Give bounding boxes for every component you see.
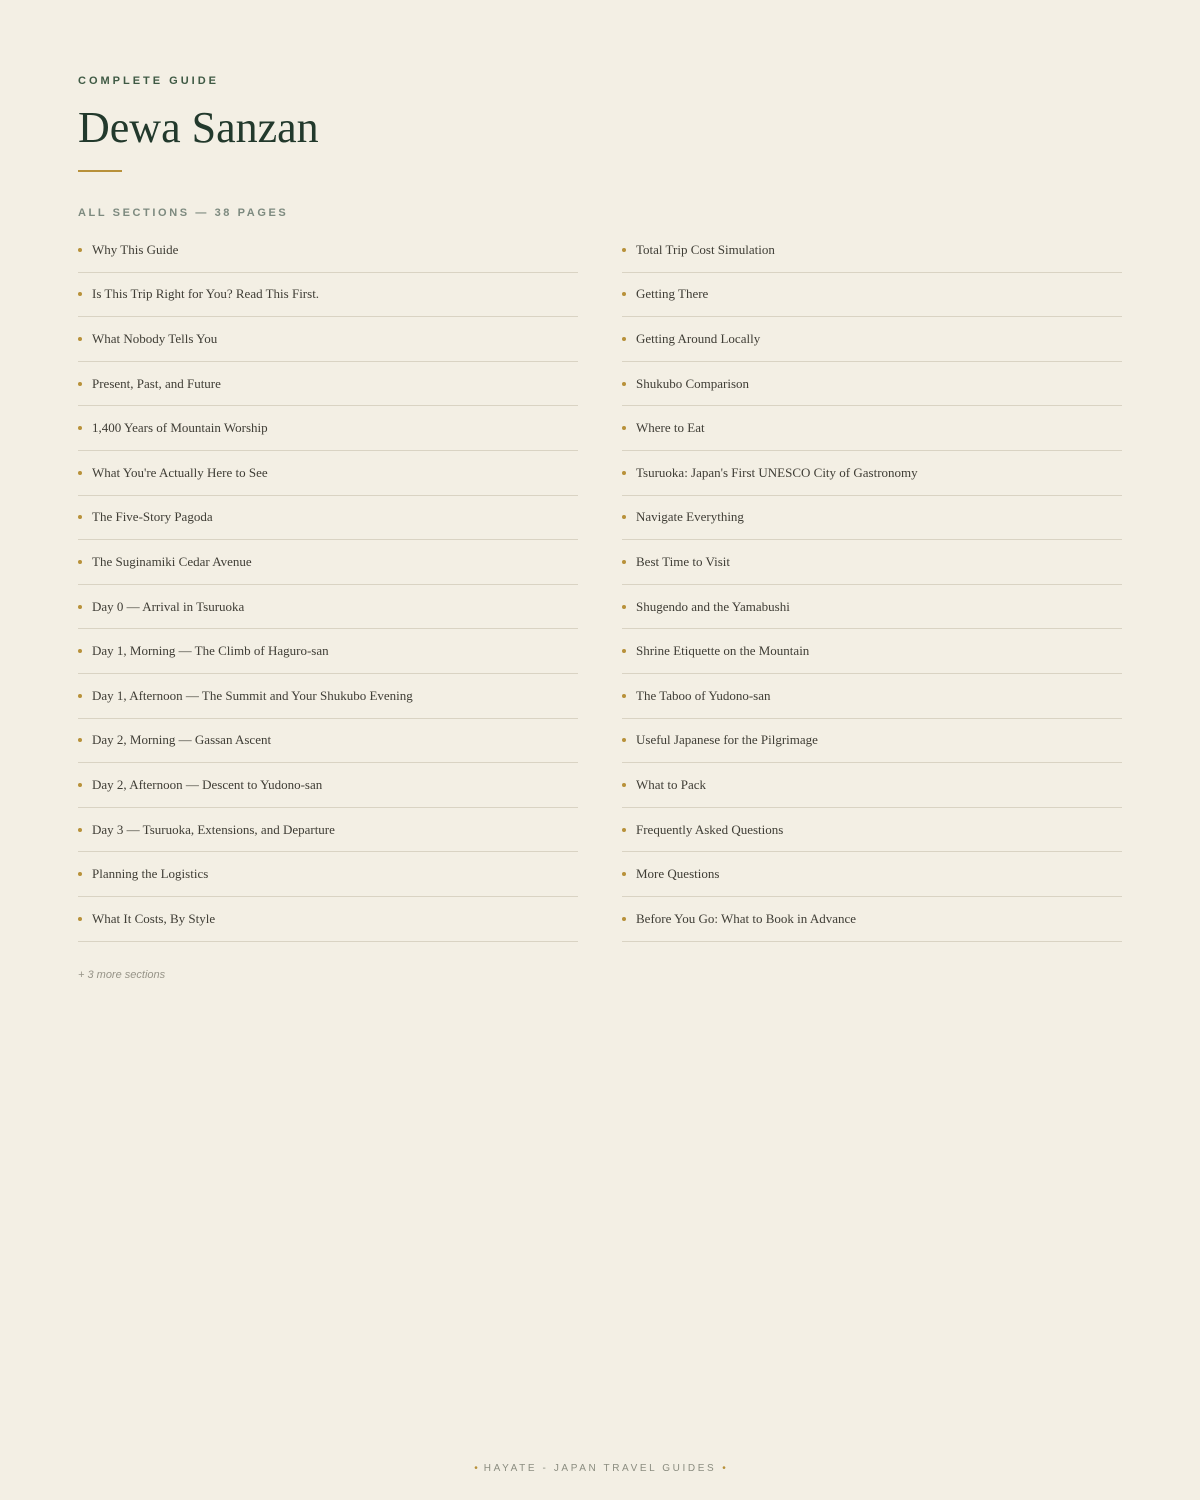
section-item[interactable] [78,496,578,541]
footer-dot-icon: • [474,1463,478,1474]
section-item[interactable] [78,629,578,674]
section-item-label: What You're Actually Here to See [92,464,268,480]
bullet-icon [78,917,82,921]
bullet-icon [622,694,626,698]
bullet-icon [78,828,82,832]
bullet-icon [622,426,626,430]
section-item-label: Day 1, Morning — The Climb of Haguro-san [92,643,329,659]
section-item[interactable] [622,629,1122,674]
bullet-icon [622,515,626,519]
section-item[interactable] [622,719,1122,764]
section-item-label: Present, Past, and Future [92,375,221,391]
section-item-label: The Taboo of Yudono-san [636,687,771,703]
section-item-label: Frequently Asked Questions [636,821,784,837]
section-item-label: The Suginamiki Cedar Avenue [92,553,252,569]
section-item-label: Day 1, Afternoon — The Summit and Your Shukubo Evening [92,687,413,703]
section-item-label: Navigate Everything [636,509,744,525]
guide-eyebrow: COMPLETE GUIDE [78,75,220,87]
bullet-icon [78,694,82,698]
section-item-label: Shugendo and the Yamabushi [636,598,790,614]
section-item-label: What Nobody Tells You [92,330,218,346]
bullet-icon [622,471,626,475]
bullet-icon [78,560,82,564]
section-item[interactable] [78,719,578,764]
section-item-label: Planning the Logistics [92,866,209,882]
bullet-icon [622,828,626,832]
section-item-label: Tsuruoka: Japan's First UNESCO City of Gastronomy [636,464,918,480]
bullet-icon [78,738,82,742]
section-item[interactable] [622,496,1122,541]
section-item[interactable] [622,228,1122,273]
section-item[interactable] [78,406,578,451]
section-item-label: Shukubo Comparison [636,375,750,391]
section-item[interactable] [622,852,1122,897]
section-item-label: Day 2, Afternoon — Descent to Yudono-san [92,776,323,792]
page-footer [0,1463,1200,1474]
section-item[interactable] [622,585,1122,630]
sections-count-label: ALL SECTIONS — 38 PAGES [78,207,289,219]
sections-list-left [78,228,578,942]
title-underline [78,170,122,172]
section-item[interactable] [622,362,1122,407]
section-item-label: Before You Go: What to Book in Advance [636,910,857,926]
bullet-icon [78,471,82,475]
section-item[interactable] [622,406,1122,451]
section-item-label: Best Time to Visit [636,553,730,569]
section-item[interactable] [78,362,578,407]
section-item[interactable] [622,808,1122,853]
section-item-label: More Questions [636,866,720,882]
section-item-label: 1,400 Years of Mountain Worship [92,420,268,436]
section-item[interactable] [622,451,1122,496]
section-item[interactable] [78,273,578,318]
section-item[interactable] [622,317,1122,362]
section-item-label: Useful Japanese for the Pilgrimage [636,732,818,748]
section-item[interactable] [622,897,1122,942]
bullet-icon [78,872,82,876]
section-item[interactable] [78,763,578,808]
section-item-label: Where to Eat [636,420,705,436]
bullet-icon [622,738,626,742]
footer-brand: HAYATE - JAPAN TRAVEL GUIDES [483,1463,717,1474]
bullet-icon [78,292,82,296]
bullet-icon [78,649,82,653]
section-item[interactable] [78,897,578,942]
bullet-icon [622,337,626,341]
section-item-label: Why This Guide [92,241,179,257]
section-item-label: Day 3 — Tsuruoka, Extensions, and Departure [92,821,335,837]
bullet-icon [78,248,82,252]
section-item[interactable] [78,585,578,630]
bullet-icon [622,605,626,609]
bullet-icon [78,783,82,787]
section-item-label: Total Trip Cost Simulation [636,241,775,257]
bullet-icon [78,337,82,341]
section-item[interactable] [78,451,578,496]
section-item-label: Getting There [636,286,709,302]
section-item[interactable] [622,674,1122,719]
bullet-icon [622,649,626,653]
section-item[interactable] [78,228,578,273]
bullet-icon [622,872,626,876]
bullet-icon [78,605,82,609]
bullet-icon [622,292,626,296]
bullet-icon [622,917,626,921]
footer-dot-icon: • [722,1463,726,1474]
section-item[interactable] [622,273,1122,318]
bullet-icon [78,426,82,430]
bullet-icon [622,560,626,564]
section-item[interactable] [78,317,578,362]
section-item[interactable] [78,540,578,585]
section-item-label: Shrine Etiquette on the Mountain [636,643,810,659]
section-item-label: What to Pack [636,776,707,792]
bullet-icon [622,783,626,787]
section-item[interactable] [78,674,578,719]
section-item[interactable] [78,808,578,853]
bullet-icon [622,248,626,252]
section-item[interactable] [622,763,1122,808]
section-item-label: Day 0 — Arrival in Tsuruoka [92,598,245,614]
section-item[interactable] [78,852,578,897]
section-item-label: The Five-Story Pagoda [92,509,213,525]
sections-list-right [622,228,1122,942]
bullet-icon [78,515,82,519]
page-title: Dewa Sanzan [78,103,319,152]
section-item-label: Getting Around Locally [636,330,761,346]
section-item-label: Is This Trip Right for You? Read This First. [92,286,320,302]
section-item[interactable] [622,540,1122,585]
section-item-label: What It Costs, By Style [92,910,216,926]
section-item-label: Day 2, Morning — Gassan Ascent [92,732,272,748]
more-sections-note: + 3 more sections [78,969,166,981]
bullet-icon [78,382,82,386]
bullet-icon [622,382,626,386]
